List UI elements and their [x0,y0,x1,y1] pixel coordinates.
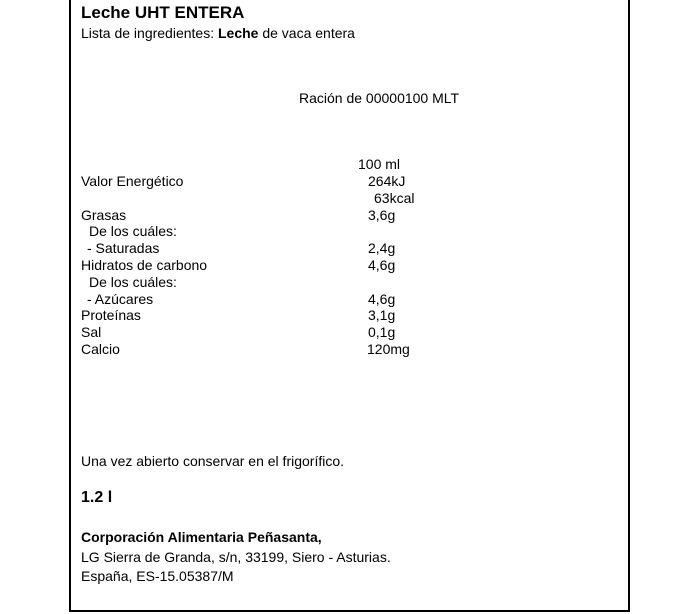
nutrient-label: Proteínas [81,307,141,323]
company-name: Corporación Alimentaria Peñasanta, [81,529,322,545]
nutrient-label: - Saturadas [87,240,160,256]
nutrient-value: 2,4g [368,240,396,256]
nutrient-value: 4,6g [368,257,396,273]
nutrient-value: 264kJ [368,173,406,189]
nutrient-label: Hidratos de carbono [81,257,208,273]
unit-header: 100 ml [358,156,401,172]
storage-instructions: Una vez abierto conservar en el frigorífico. [81,453,345,469]
serving-size: Ración de 00000100 MLT [299,90,460,106]
nutrient-label: De los cuáles: [89,274,177,290]
product-title: Leche UHT ENTERA [81,3,245,22]
ingredients-suffix: de vaca entera [258,25,355,41]
company-address: LG Sierra de Granda, s/n, 33199, Siero - Asturias. [81,549,391,565]
nutrient-label: Calcio [81,341,120,357]
nutrient-value: 0,1g [368,324,396,340]
nutrient-value: 3,6g [368,207,396,223]
product-volume: 1.2 l [81,489,113,506]
nutrient-value: 4,6g [368,291,396,307]
ingredients-line [81,26,355,40]
nutrient-label: Grasas [81,207,127,223]
ingredients-main: Leche [217,25,259,41]
nutrient-label: Sal [81,324,102,340]
company-registry: España, ES-15.05387/M [81,568,234,584]
nutrient-value: 3,1g [368,307,396,323]
nutrient-label: De los cuáles: [89,223,177,239]
ingredients-prefix: Lista de ingredientes: [81,25,218,41]
nutrient-label: - Azúcares [87,291,154,307]
nutrient-label: Valor Energético [81,173,184,189]
nutrient-value: 120mg [367,341,410,357]
nutrient-value: 63kcal [374,190,415,206]
